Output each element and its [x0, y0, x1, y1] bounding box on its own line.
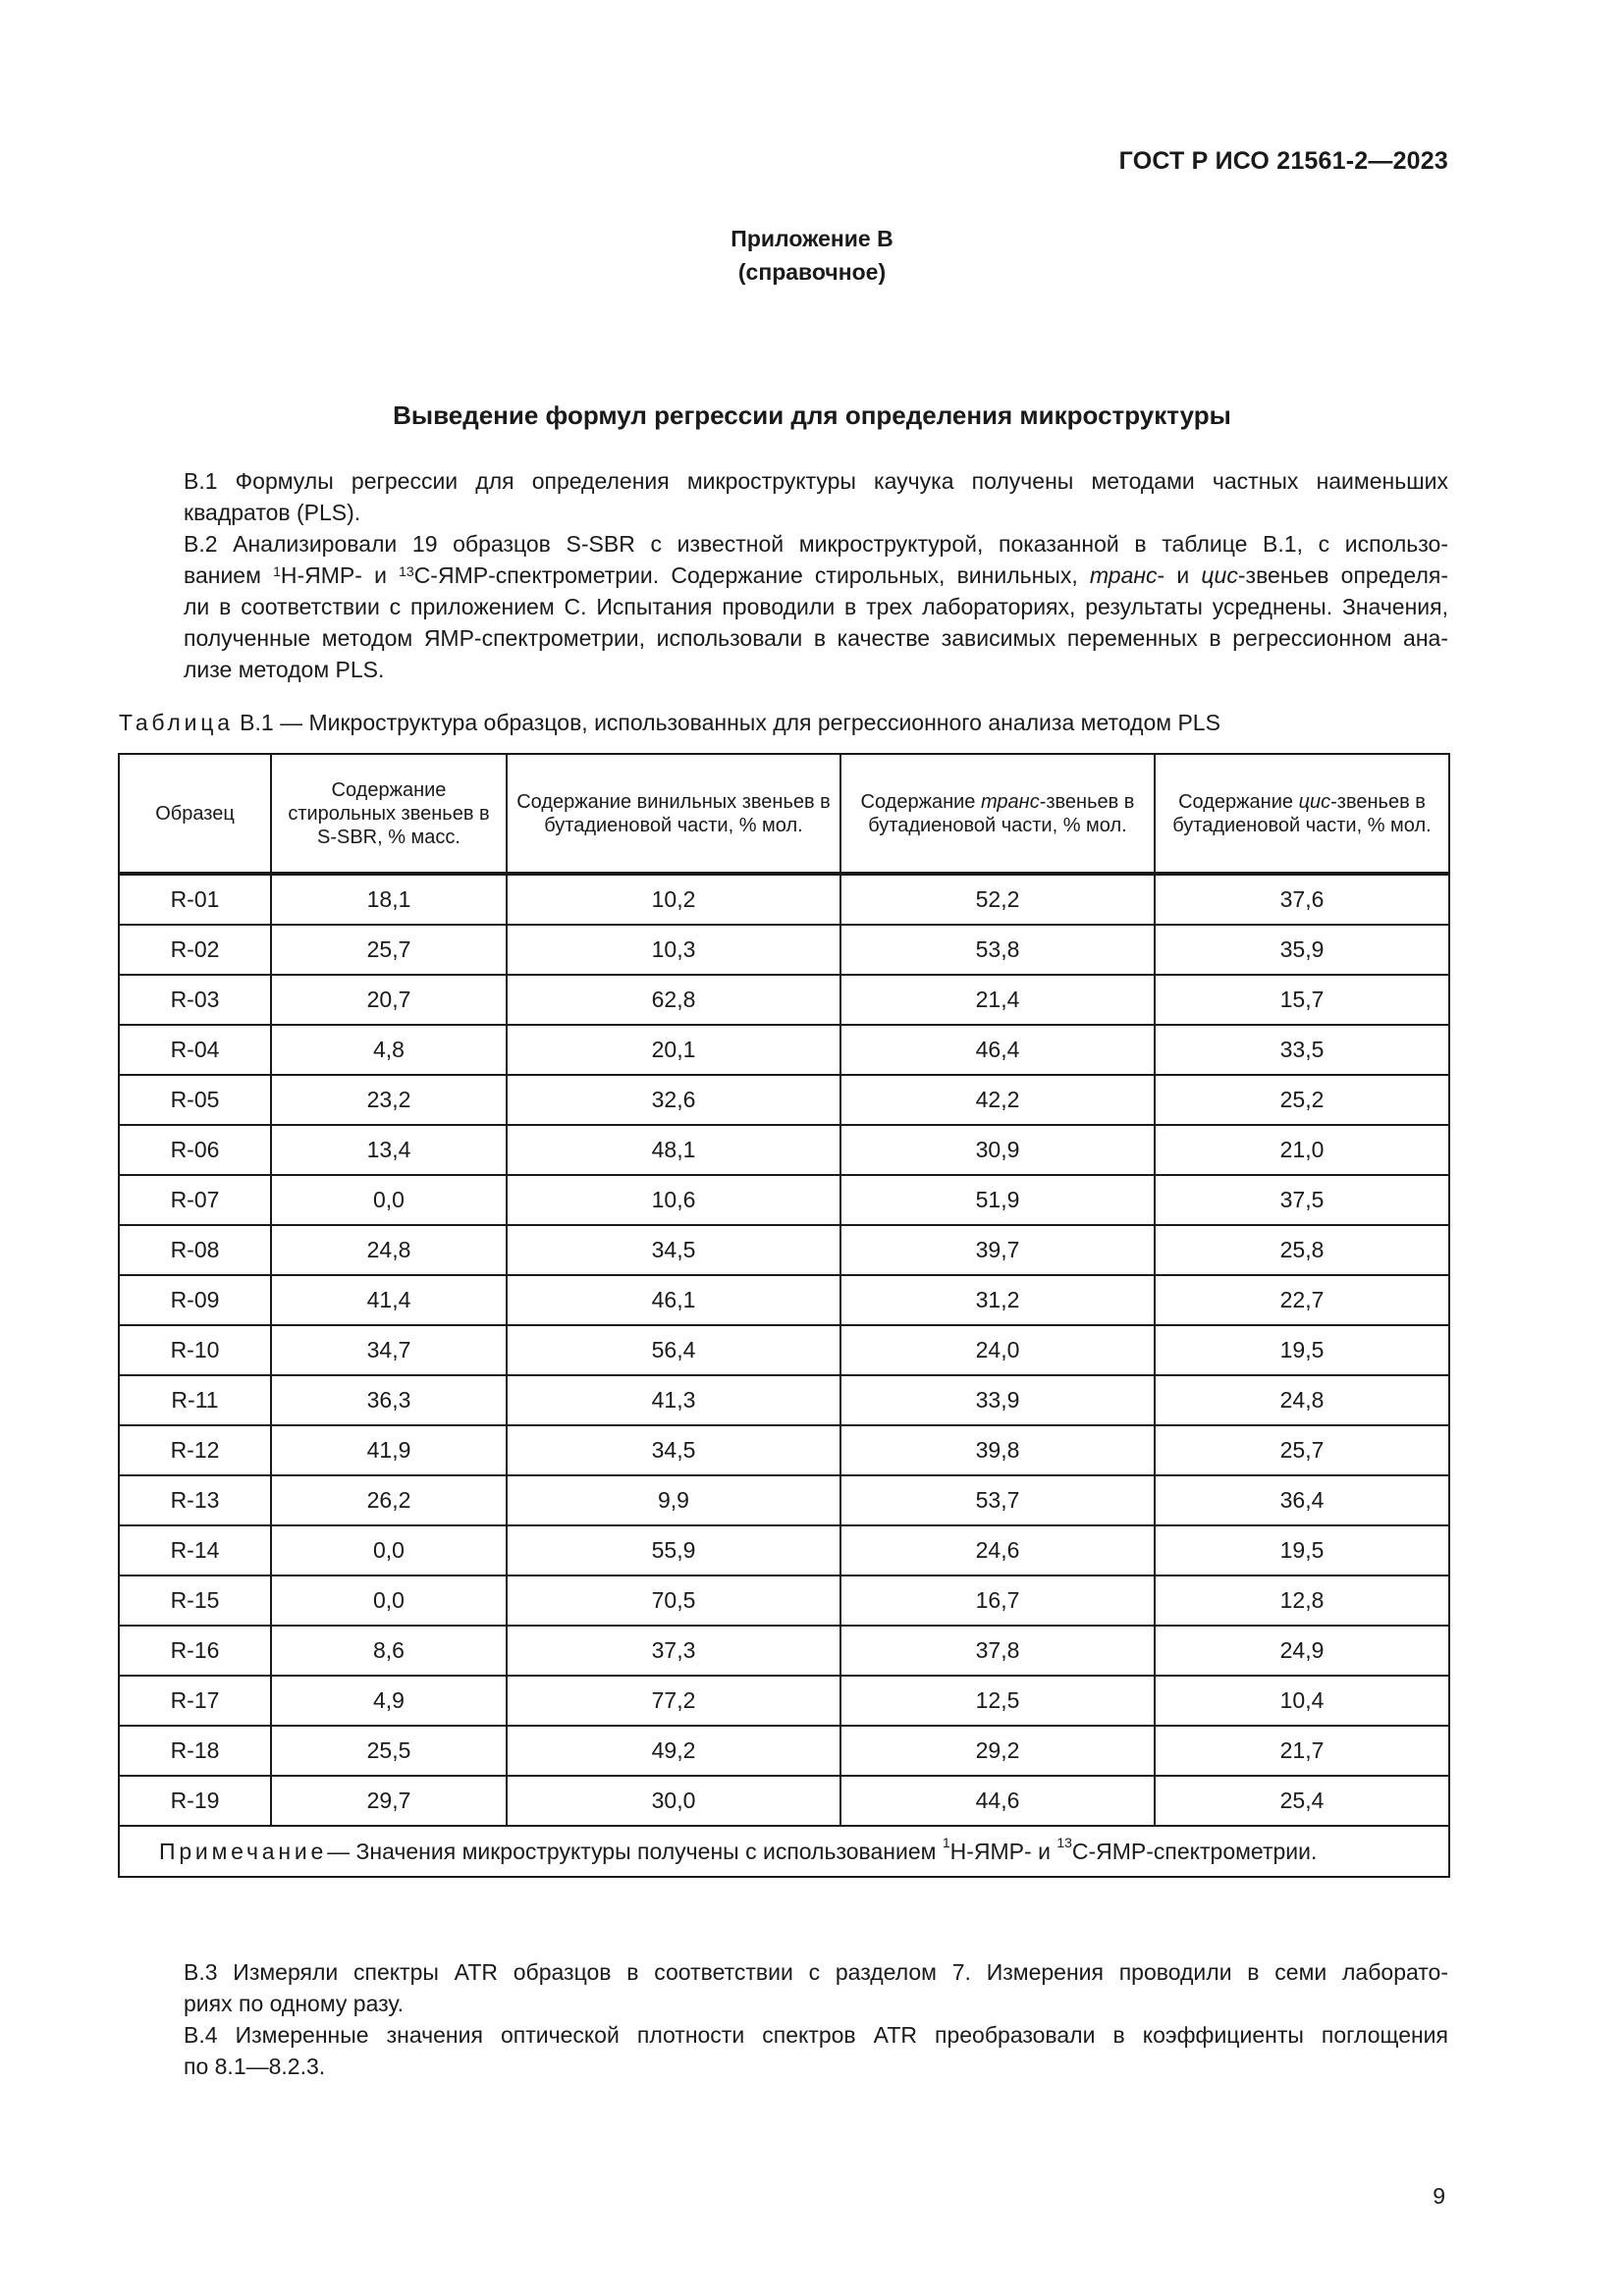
table-row: [119, 1425, 1449, 1475]
paragraph-line: В.2 Анализировали 19 образцов S-SBR с известной микроструктурой, показанной в таблице В.1, с использо-: [184, 531, 1448, 557]
sample-id-cell: R-11: [119, 1375, 271, 1425]
table-row: [119, 1125, 1449, 1175]
sample-id-cell: R-12: [119, 1425, 271, 1475]
cis-cell: 19,5: [1155, 1525, 1449, 1575]
table-caption: [119, 710, 1220, 736]
sample-id-cell: R-08: [119, 1225, 271, 1275]
trans-cell: 53,8: [840, 925, 1155, 975]
vinyl-cell: 55,9: [507, 1525, 840, 1575]
text-fragment: ванием: [184, 562, 274, 588]
trans-cell: 51,9: [840, 1175, 1155, 1225]
cis-cell: 10,4: [1155, 1676, 1449, 1726]
vinyl-cell: 49,2: [507, 1726, 840, 1776]
table-row: [119, 1225, 1449, 1275]
italic-term: цис: [1298, 790, 1331, 813]
styrene-cell: 0,0: [271, 1575, 507, 1626]
cis-cell: 21,7: [1155, 1726, 1449, 1776]
section-title: Выведение формул регрессии для определения микроструктуры: [393, 400, 1231, 430]
text-fragment: -звеньев определя-: [1237, 562, 1448, 588]
cis-cell: 37,5: [1155, 1175, 1449, 1225]
trans-cell: 30,9: [840, 1125, 1155, 1175]
cis-cell: 35,9: [1155, 925, 1449, 975]
table-row: [119, 1626, 1449, 1676]
table-row: [119, 1676, 1449, 1726]
vinyl-cell: 62,8: [507, 975, 840, 1025]
table-row: [119, 1275, 1449, 1325]
document-code: ГОСТ Р ИСО 21561-2—2023: [1118, 147, 1448, 175]
sample-id-cell: R-03: [119, 975, 271, 1025]
closing-text: [119, 1956, 1448, 2082]
table-row: [119, 1475, 1449, 1525]
table-header-row: [119, 754, 1449, 874]
styrene-cell: 36,3: [271, 1375, 507, 1425]
styrene-cell: 18,1: [271, 874, 507, 925]
paragraph-line: В.1 Формулы регрессии для определения микроструктуры каучука получены методами частных наименьших: [184, 468, 1448, 494]
styrene-cell: 0,0: [271, 1525, 507, 1575]
trans-cell: 29,2: [840, 1726, 1155, 1776]
vinyl-cell: 30,0: [507, 1776, 840, 1826]
paragraph-line: В.3 Измеряли спектры ATR образцов в соответствии с разделом 7. Измерения проводили в семи лаборато-: [184, 1959, 1448, 1985]
sample-id-cell: R-01: [119, 874, 271, 925]
table-note-row: [119, 1826, 1449, 1877]
note-fragment: H-ЯМР- и: [949, 1838, 1057, 1864]
styrene-cell: 23,2: [271, 1075, 507, 1125]
header-cis: [1155, 754, 1449, 874]
vinyl-cell: 70,5: [507, 1575, 840, 1626]
text-fragment: С-ЯМР-спектрометрии. Содержание стирольных, винильных,: [413, 562, 1090, 588]
page-number: 9: [1433, 2183, 1445, 2209]
table-row: [119, 1175, 1449, 1225]
trans-cell: 16,7: [840, 1575, 1155, 1626]
cis-cell: 24,8: [1155, 1375, 1449, 1425]
vinyl-cell: 10,3: [507, 925, 840, 975]
sample-id-cell: R-02: [119, 925, 271, 975]
styrene-cell: 26,2: [271, 1475, 507, 1525]
styrene-cell: 24,8: [271, 1225, 507, 1275]
paragraph-line: квадратов (PLS).: [184, 500, 361, 525]
trans-cell: 42,2: [840, 1075, 1155, 1125]
trans-cell: 39,8: [840, 1425, 1155, 1475]
paragraph-line-with-superscripts: [119, 560, 1448, 591]
cis-cell: 25,2: [1155, 1075, 1449, 1125]
trans-cell: 12,5: [840, 1676, 1155, 1726]
trans-cell: 24,0: [840, 1325, 1155, 1375]
sample-id-cell: R-06: [119, 1125, 271, 1175]
styrene-cell: 25,7: [271, 925, 507, 975]
trans-cell: 21,4: [840, 975, 1155, 1025]
table-row: [119, 1325, 1449, 1375]
header-vinyl: Содержание винильных звеньев в бутадиеновой части, % мол.: [507, 754, 840, 874]
table-row: [119, 925, 1449, 975]
cis-cell: 12,8: [1155, 1575, 1449, 1626]
note-fragment: — Значения микроструктуры получены с использованием: [327, 1838, 943, 1864]
cis-cell: 19,5: [1155, 1325, 1449, 1375]
annex-subtitle: (справочное): [737, 259, 887, 285]
trans-cell: 53,7: [840, 1475, 1155, 1525]
paragraph-line: В.4 Измеренные значения оптической плотности спектров ATR преобразовали в коэффициенты поглощения: [184, 2022, 1448, 2048]
header-fragment: Содержание: [860, 790, 981, 813]
sample-id-cell: R-07: [119, 1175, 271, 1225]
paragraph-line: по 8.1—8.2.3.: [184, 2054, 326, 2079]
sample-id-cell: R-10: [119, 1325, 271, 1375]
superscript: 1: [273, 563, 281, 579]
header-trans: [840, 754, 1155, 874]
vinyl-cell: 41,3: [507, 1375, 840, 1425]
vinyl-cell: 56,4: [507, 1325, 840, 1375]
microstructure-table: [118, 753, 1450, 1878]
table-row: [119, 1025, 1449, 1075]
styrene-cell: 8,6: [271, 1626, 507, 1676]
table-caption-label: Таблица: [119, 710, 234, 735]
sample-id-cell: R-04: [119, 1025, 271, 1075]
paragraph-b4: [119, 2019, 1448, 2082]
vinyl-cell: 48,1: [507, 1125, 840, 1175]
table-caption-text: В.1 — Микроструктура образцов, использованных для регрессионного анализа методом PLS: [233, 710, 1220, 735]
table-row: [119, 874, 1449, 925]
paragraph-b1: [119, 465, 1448, 528]
paragraph-line: полученные методом ЯМР-спектрометрии, использовали в качестве зависимых переменных в регрессионном ана-: [184, 625, 1448, 651]
annex-title: Приложение В: [731, 226, 893, 251]
cis-cell: 22,7: [1155, 1275, 1449, 1325]
vinyl-cell: 46,1: [507, 1275, 840, 1325]
header-styrene: Содержание стирольных звеньев в S-SBR, % масс.: [271, 754, 507, 874]
intro-text: [119, 465, 1448, 685]
text-fragment: - и: [1157, 562, 1202, 588]
note-fragment: С-ЯМР-спектрометрии.: [1071, 1838, 1318, 1864]
vinyl-cell: 20,1: [507, 1025, 840, 1075]
superscript: 13: [1056, 1834, 1072, 1850]
styrene-cell: 29,7: [271, 1776, 507, 1826]
italic-term: транс: [1089, 562, 1158, 588]
trans-cell: 24,6: [840, 1525, 1155, 1575]
vinyl-cell: 37,3: [507, 1626, 840, 1676]
header-sample: Образец: [119, 754, 271, 874]
superscript: 13: [399, 563, 414, 579]
cis-cell: 21,0: [1155, 1125, 1449, 1175]
trans-cell: 44,6: [840, 1776, 1155, 1826]
text-fragment: H-ЯМР- и: [280, 562, 400, 588]
trans-cell: 33,9: [840, 1375, 1155, 1425]
sample-id-cell: R-09: [119, 1275, 271, 1325]
cis-cell: 25,7: [1155, 1425, 1449, 1475]
vinyl-cell: 34,5: [507, 1425, 840, 1475]
table-row: [119, 1525, 1449, 1575]
header-fragment: Содержание: [1178, 790, 1299, 813]
header-fragment: -звеньев в бутадиеновой части, % мол.: [1172, 790, 1432, 836]
sample-id-cell: R-19: [119, 1776, 271, 1826]
styrene-cell: 41,9: [271, 1425, 507, 1475]
table-row: [119, 1726, 1449, 1776]
sample-id-cell: R-18: [119, 1726, 271, 1776]
cis-cell: 36,4: [1155, 1475, 1449, 1525]
sample-id-cell: R-17: [119, 1676, 271, 1726]
table-row: [119, 1776, 1449, 1826]
table-row: [119, 1575, 1449, 1626]
styrene-cell: 4,8: [271, 1025, 507, 1075]
sample-id-cell: R-13: [119, 1475, 271, 1525]
superscript: 1: [942, 1834, 950, 1850]
styrene-cell: 13,4: [271, 1125, 507, 1175]
cis-cell: 25,4: [1155, 1776, 1449, 1826]
cis-cell: 37,6: [1155, 874, 1449, 925]
styrene-cell: 4,9: [271, 1676, 507, 1726]
trans-cell: 52,2: [840, 874, 1155, 925]
vinyl-cell: 77,2: [507, 1676, 840, 1726]
cis-cell: 33,5: [1155, 1025, 1449, 1075]
italic-term: цис: [1201, 562, 1238, 588]
paragraph-line: лизе методом PLS.: [184, 657, 385, 682]
styrene-cell: 41,4: [271, 1275, 507, 1325]
sample-id-cell: R-05: [119, 1075, 271, 1125]
trans-cell: 39,7: [840, 1225, 1155, 1275]
paragraph-b3: [119, 1956, 1448, 2019]
vinyl-cell: 32,6: [507, 1075, 840, 1125]
trans-cell: 31,2: [840, 1275, 1155, 1325]
styrene-cell: 0,0: [271, 1175, 507, 1225]
styrene-cell: 20,7: [271, 975, 507, 1025]
sample-id-cell: R-15: [119, 1575, 271, 1626]
note-label: Примечание: [159, 1838, 328, 1864]
header-fragment: -звеньев в бутадиеновой части, % мол.: [868, 790, 1135, 836]
trans-cell: 37,8: [840, 1626, 1155, 1676]
italic-term: транс: [981, 790, 1040, 813]
styrene-cell: 34,7: [271, 1325, 507, 1375]
table-body: [119, 874, 1449, 1826]
styrene-cell: 25,5: [271, 1726, 507, 1776]
table-row: [119, 975, 1449, 1025]
table-row: [119, 1075, 1449, 1125]
paragraph-line: риях по одному разу.: [184, 1991, 404, 2016]
table-row: [119, 1375, 1449, 1425]
sample-id-cell: R-14: [119, 1525, 271, 1575]
cis-cell: 15,7: [1155, 975, 1449, 1025]
trans-cell: 46,4: [840, 1025, 1155, 1075]
vinyl-cell: 34,5: [507, 1225, 840, 1275]
cis-cell: 24,9: [1155, 1626, 1449, 1676]
sample-id-cell: R-16: [119, 1626, 271, 1676]
vinyl-cell: 10,2: [507, 874, 840, 925]
vinyl-cell: 10,6: [507, 1175, 840, 1225]
paragraph-b2: [119, 528, 1448, 685]
table-note: [119, 1826, 1449, 1877]
paragraph-line: ли в соответствии с приложением С. Испытания проводили в трех лабораториях, результаты усреднены. Значения,: [184, 594, 1448, 619]
vinyl-cell: 9,9: [507, 1475, 840, 1525]
cis-cell: 25,8: [1155, 1225, 1449, 1275]
